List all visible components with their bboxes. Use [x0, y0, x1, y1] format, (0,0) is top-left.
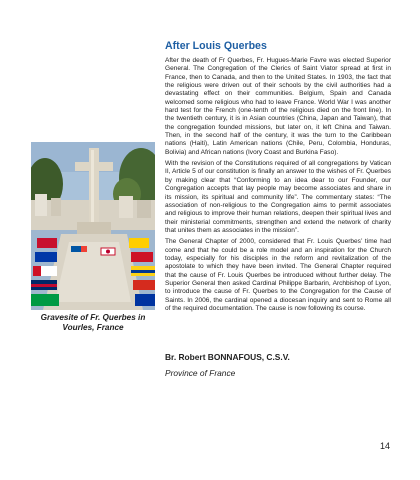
- gravesite-photo: [31, 142, 155, 310]
- author-province: Province of France: [165, 368, 236, 378]
- paragraph-history: After the death of Fr Querbes, Fr. Hugues-Marie Favre was elected Superior General. The Congregation of the Clerics of Saint Viator spread at first in France, then to Canada, and then to the United States. In 1903, the fact that the religious were driven out of their schools by the civil authorities had a devastating effect on their communities. Belgium, Spain and Canada welcomed some religious who had to leave France. World War I was another hard test for the French (one-tenth of the religious died on the front line). In the twentieth century, it is in Asian countries (China, Japan and Taiwan), that the congregation founded missions, but later on, it left China and Taiwan. Then, in the second half of the century, it was the turn to the Caribbean nations (Haiti), Latin American nations (Chile, Peru, Colombia, Honduras, Bolivia) and African nations (Ivory Coast and Burkina Faso).: [165, 57, 391, 156]
- page-number: 14: [380, 441, 391, 451]
- paragraph-general-chapter: The General Chapter of 2000, considered that Fr. Louis Querbes’ time had come and that he could be a role model and an inspiration for the Church today, especially for his disciples in the reform and revitalization of the apostolate to which they have been invited. The General Chapter required that the cause of Fr. Louis Querbes be introduced without further delay. The Superior General then asked Cardinal Philippe Barbarin, Archbishop of Lyon, to introduce the cause of Fr. Querbes to the Congregation for the Cause of Saints. In 2006, the cardinal opened a diocesan inquiry and sent to Rome all of the required documentation. The cause is now following its course.: [165, 238, 391, 312]
- gravesite-illustration: [31, 142, 155, 310]
- author-name: Br. Robert BONNAFOUS, C.S.V.: [165, 352, 290, 362]
- article-title: After Louis Querbes: [165, 40, 267, 52]
- photo-caption: Gravesite of Fr. Querbes in Vourles, France: [40, 313, 146, 332]
- article-body: [165, 40, 391, 316]
- paragraph-constitutions: With the revision of the Constitutions required of all congregations by Vatican II, Article 5 of our constitution is finally an answer to the wishes of Fr. Querbes by making clear that “Conforming to an idea dear to our Founder, our Congregation accepts that lay people may become associates and share in its mission, its spiritual and community life”. The commentary states: “The association of non-religious to the Congregation aims to permit associates and religious to improve their human relations, deepen their spiritual lives and their ministerial commitments, strengthen and extend the network of charity that unites them as associates in the mission”.: [165, 160, 391, 234]
